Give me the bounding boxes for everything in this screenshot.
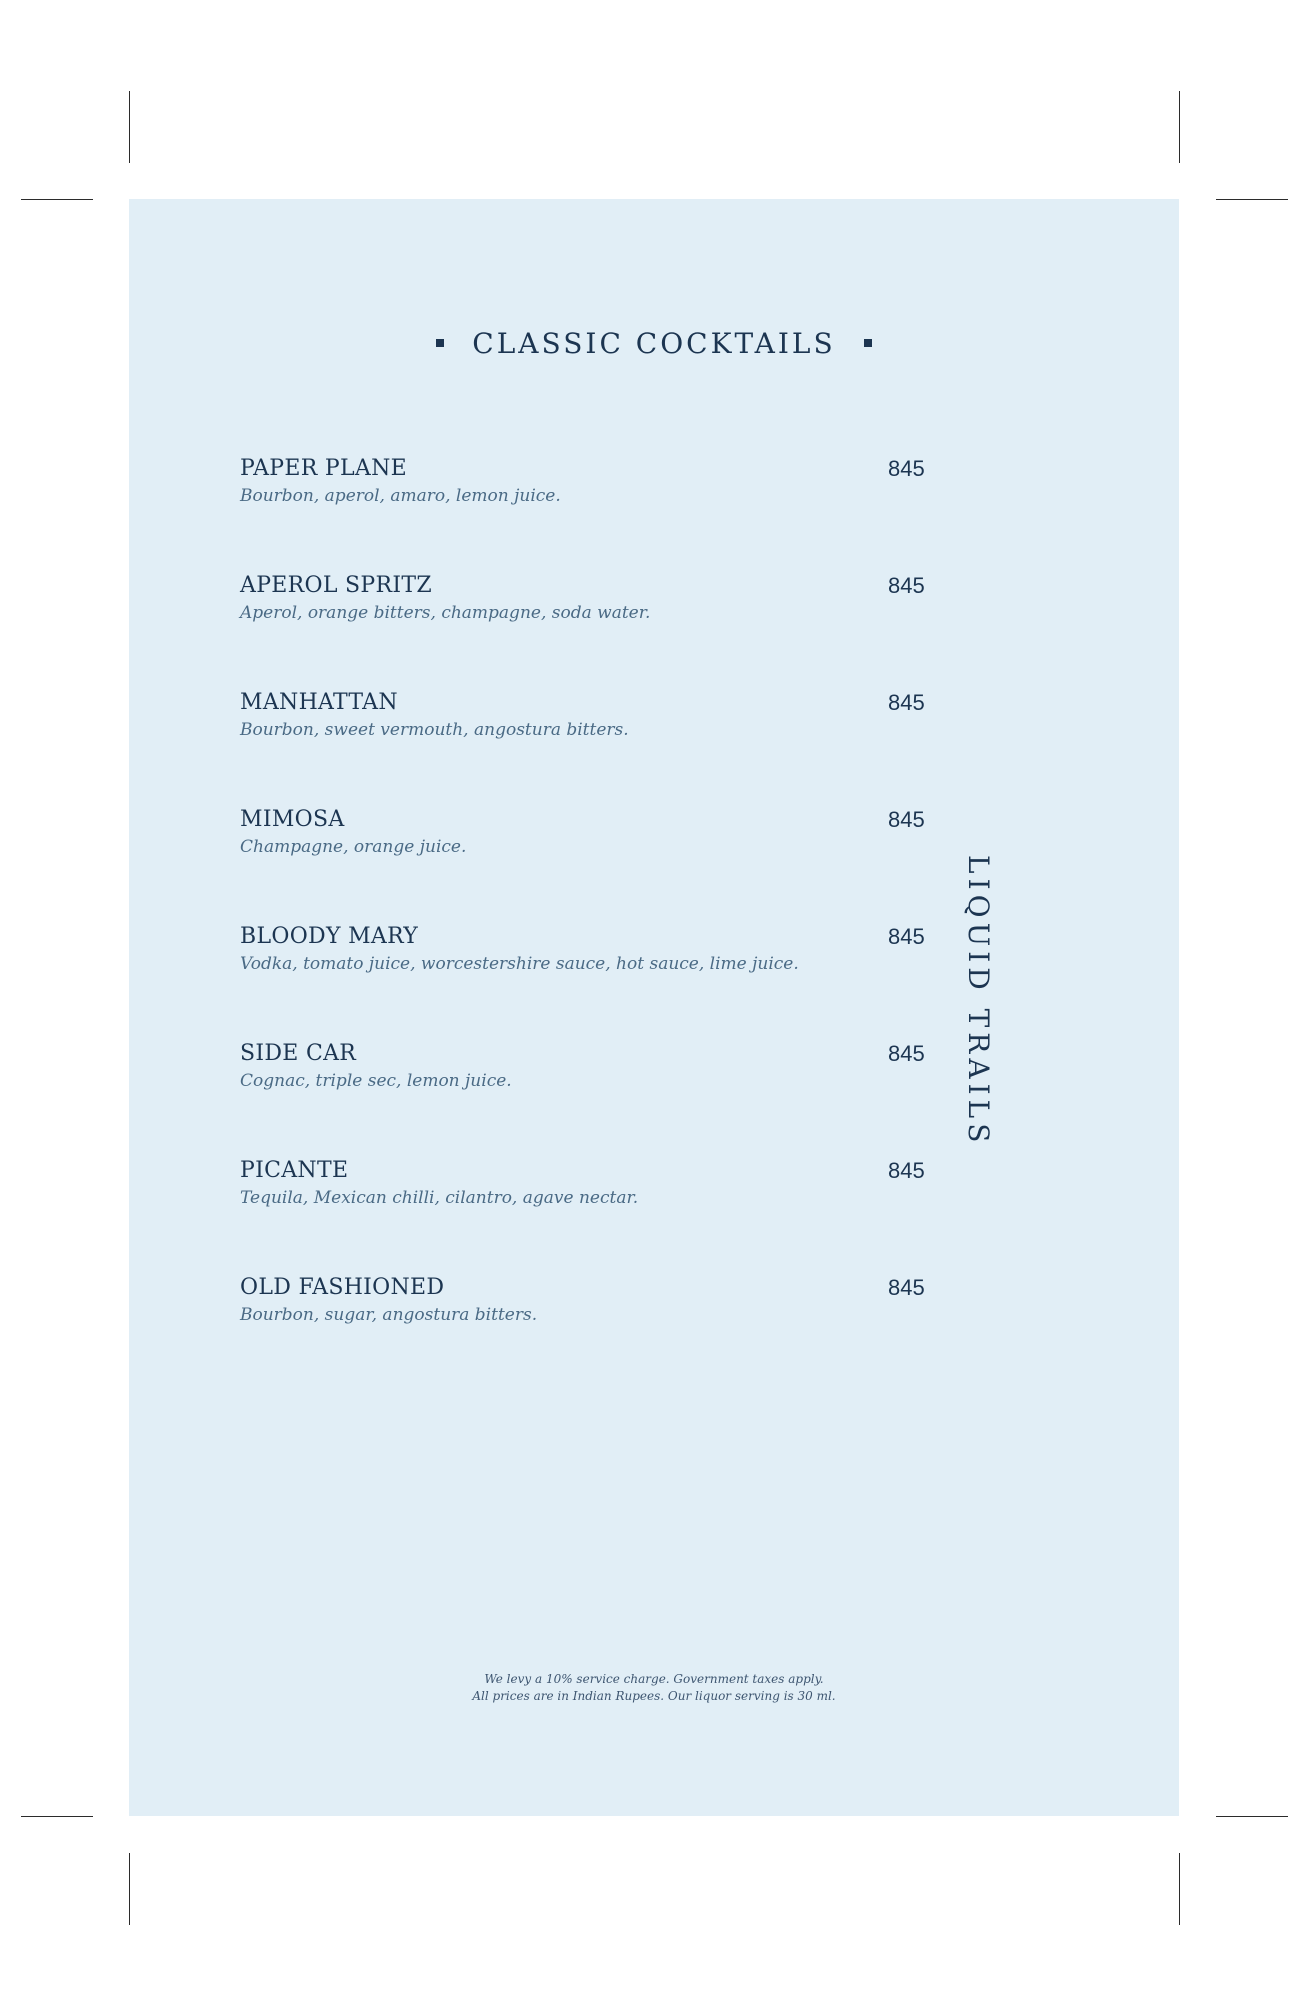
menu-item-name: APEROL SPRITZ — [240, 573, 432, 598]
menu-item-price: 845 — [888, 456, 925, 481]
section-title: CLASSIC COCKTAILS — [472, 327, 836, 360]
menu-item — [240, 1039, 1060, 1156]
menu-item-description: Vodka, tomato juice, worcestershire sauce, hot sauce, lime juice. — [240, 954, 799, 974]
menu-item-name: OLD FASHIONED — [240, 1275, 445, 1300]
menu-item-price: 845 — [888, 1158, 925, 1183]
crop-mark-bottom-left-vertical — [129, 1853, 130, 1925]
menu-item-price: 845 — [888, 1275, 925, 1300]
crop-mark-bottom-left-horizontal — [21, 1816, 93, 1817]
menu-item-description: Bourbon, sweet vermouth, angostura bitters. — [240, 720, 629, 740]
section-heading — [129, 326, 1179, 362]
menu-item-price: 845 — [888, 690, 925, 715]
menu-item-price: 845 — [888, 807, 925, 832]
footer-line: We levy a 10% service charge. Government taxes apply. — [484, 1672, 824, 1686]
square-bullet-icon — [864, 339, 872, 347]
menu-item — [240, 688, 1060, 805]
brand-vertical — [954, 855, 1254, 1155]
brand-name: LIQUID TRAILS — [962, 855, 995, 1148]
menu-item-description: Tequila, Mexican chilli, cilantro, agave nectar. — [240, 1188, 639, 1208]
menu-item-price: 845 — [888, 1041, 925, 1066]
footer-note — [129, 1671, 1179, 1705]
menu-item-name: SIDE CAR — [240, 1041, 357, 1066]
crop-mark-top-left-vertical — [129, 91, 130, 163]
menu-item-name: MANHATTAN — [240, 690, 398, 715]
menu-item-description: Bourbon, aperol, amaro, lemon juice. — [240, 486, 561, 506]
menu-item-price: 845 — [888, 573, 925, 598]
menu-item — [240, 922, 1060, 1039]
menu-item-description: Champagne, orange juice. — [240, 837, 467, 857]
menu-item — [240, 454, 1060, 571]
menu-item-description: Cognac, triple sec, lemon juice. — [240, 1071, 512, 1091]
crop-mark-top-right-vertical — [1179, 91, 1180, 163]
menu-item-name: PICANTE — [240, 1158, 349, 1183]
footer-line: All prices are in Indian Rupees. Our liquor serving is 30 ml. — [472, 1689, 836, 1703]
crop-mark-top-right-horizontal — [1216, 199, 1288, 200]
menu-item — [240, 1156, 1060, 1273]
crop-mark-bottom-right-horizontal — [1216, 1816, 1288, 1817]
square-bullet-icon — [436, 339, 444, 347]
crop-mark-top-left-horizontal — [21, 199, 93, 200]
menu-item — [240, 1273, 1060, 1390]
menu-item-name: PAPER PLANE — [240, 456, 408, 481]
menu-page — [129, 199, 1179, 1816]
menu-item-name: BLOODY MARY — [240, 924, 419, 949]
menu-item-name: MIMOSA — [240, 807, 345, 832]
menu-item — [240, 805, 1060, 922]
menu-item-price: 845 — [888, 924, 925, 949]
menu-item-description: Bourbon, sugar, angostura bitters. — [240, 1305, 538, 1325]
menu-item — [240, 571, 1060, 688]
menu-item-description: Aperol, orange bitters, champagne, soda water. — [240, 603, 651, 623]
crop-mark-bottom-right-vertical — [1179, 1853, 1180, 1925]
menu-list — [240, 454, 1060, 1390]
